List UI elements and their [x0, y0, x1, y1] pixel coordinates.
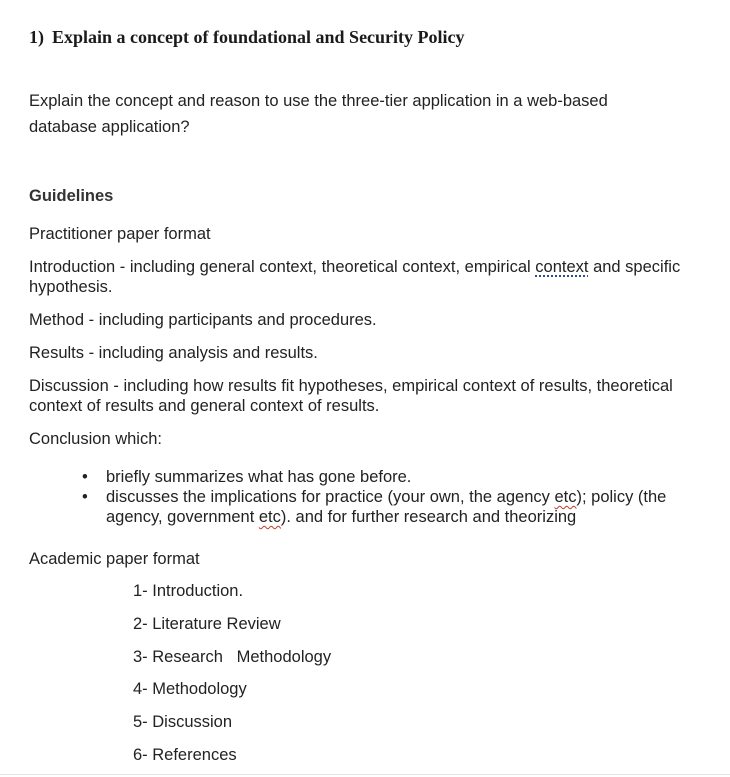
introduction-text: Introduction - including general context, theoretical context, empirical	[29, 258, 536, 276]
question-heading	[29, 27, 465, 48]
question-text: Explain the concept and reason to use the three-tier application in a web-based database application?	[29, 92, 608, 136]
discussion-paragraph: Discussion - including how results fit hypotheses, empirical context of results, theoretical context of results and general context of results.	[29, 377, 673, 415]
academic-title: Academic paper format	[29, 550, 200, 568]
bullet-marker: •	[82, 468, 88, 486]
spelling-flagged-word[interactable]: etc	[554, 488, 577, 506]
conclusion-bullet-list	[0, 467, 700, 527]
bullet-text-end: ). and for further research and theorizing	[280, 508, 577, 526]
bullet-text-mid: ); policy (the agency, government	[106, 488, 667, 526]
bullet-text: discusses the implications for practice (your own, the agency	[106, 488, 555, 506]
conclusion-paragraph: Conclusion which:	[29, 430, 162, 448]
bullet-text: briefly summarizes what has gone before.	[106, 468, 412, 486]
outline-item-discussion: 5- Discussion	[133, 713, 233, 731]
list-item	[0, 467, 700, 487]
question-title: Explain a concept of foundational and Security Policy	[52, 27, 465, 47]
spelling-flagged-word[interactable]: etc	[258, 508, 281, 526]
introduction-text-end: and specific hypothesis.	[29, 258, 681, 296]
outline-item-references: 6- References	[133, 746, 237, 764]
guidelines-label: Guidelines	[29, 187, 114, 205]
list-item	[0, 487, 700, 527]
method-paragraph: Method - including participants and procedures.	[29, 311, 377, 329]
practitioner-title: Practitioner paper format	[29, 225, 211, 243]
question-number: 1)	[29, 27, 44, 47]
introduction-paragraph	[29, 257, 699, 297]
outline-item-methodology: 4- Methodology	[133, 680, 247, 698]
bullet-marker: •	[82, 488, 88, 506]
grammar-flagged-word[interactable]: context	[535, 258, 589, 276]
results-paragraph: Results - including analysis and results.	[29, 344, 318, 362]
outline-item-literature-review: 2- Literature Review	[133, 615, 281, 633]
outline-item-introduction: 1- Introduction.	[133, 582, 244, 600]
outline-item-research-methodology: 3- Research Methodology	[133, 648, 332, 666]
page-divider	[0, 774, 730, 775]
